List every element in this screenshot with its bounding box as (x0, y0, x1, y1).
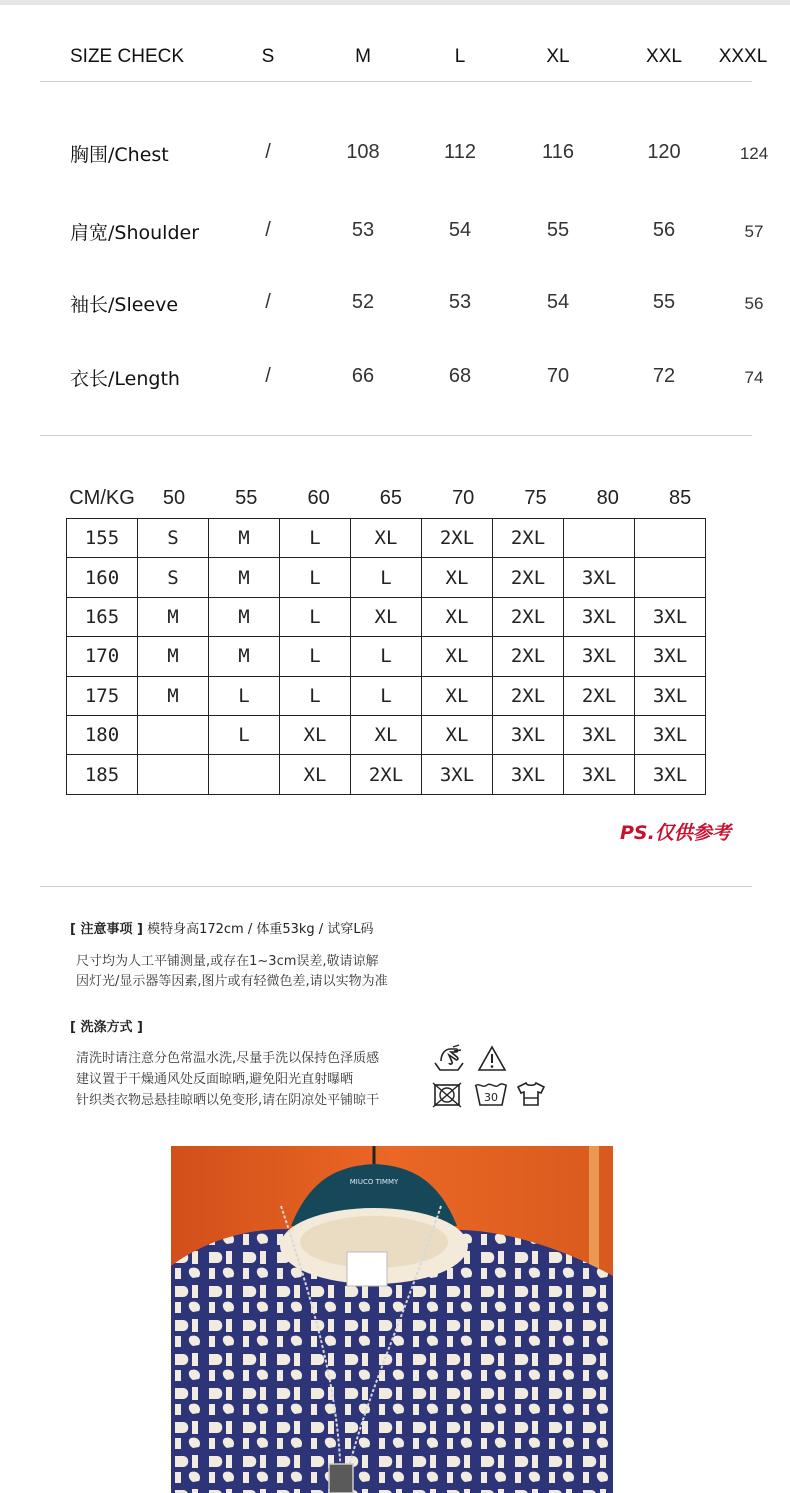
size-cell: S (138, 519, 209, 558)
measure-value: / (265, 365, 271, 387)
product-photo (171, 1146, 613, 1493)
size-cell (635, 519, 706, 558)
size-cell: 2XL (493, 558, 564, 597)
warning-icon (477, 1045, 507, 1072)
size-cell: XL (422, 597, 493, 636)
measure-label: 胸围/Chest (70, 144, 169, 166)
size-cell: 3XL (564, 597, 635, 636)
size-cell: XL (351, 597, 422, 636)
divider (40, 886, 752, 887)
measure-value: 53 (351, 219, 375, 241)
size-cell: XL (422, 715, 493, 754)
size-cell: 3XL (564, 715, 635, 754)
size-header-l: L (454, 46, 466, 67)
size-check-title: SIZE CHECK (70, 46, 185, 67)
measure-value: 124 (739, 144, 769, 163)
notes-heading-line (70, 918, 374, 937)
care-line: 清洗时请注意分色常温水洗,尽量手洗以保持色泽质感 (76, 1051, 380, 1066)
measure-label: 衣长/Length (70, 368, 180, 390)
measure-label: 袖长/Sleeve (70, 294, 179, 316)
measure-value: 116 (542, 141, 574, 163)
no-tumble-dry-icon (432, 1082, 462, 1108)
measure-value: 112 (444, 141, 476, 163)
measure-value: 54 (546, 291, 570, 313)
size-cell: L (209, 715, 280, 754)
size-cell: 3XL (493, 755, 564, 794)
measure-value: 108 (346, 141, 380, 163)
dry-flat-icon (515, 1080, 547, 1108)
measure-label: 肩宽/Shoulder (70, 222, 200, 244)
height-cell: 155 (67, 519, 138, 558)
size-cell: 2XL (564, 676, 635, 715)
measure-value: 56 (744, 294, 764, 313)
size-cell: L (351, 558, 422, 597)
size-cell: L (280, 519, 351, 558)
size-cell: L (280, 637, 351, 676)
measure-value: 72 (652, 365, 676, 387)
weight-header: 65 (379, 487, 403, 509)
size-cell: L (351, 637, 422, 676)
measure-value: 66 (351, 365, 375, 387)
size-cell: 3XL (564, 755, 635, 794)
height-cell: 185 (67, 755, 138, 794)
model-info: 模特身高172cm / 体重53kg / 试穿L码 (147, 922, 374, 937)
size-cell: L (280, 558, 351, 597)
size-cell: 2XL (493, 597, 564, 636)
size-cell (138, 755, 209, 794)
weight-header: 85 (668, 487, 692, 509)
size-cell: 2XL (493, 519, 564, 558)
care-heading: [ 洗涤方式 ] (70, 1020, 143, 1035)
size-cell: S (138, 558, 209, 597)
weight-header: 75 (524, 487, 547, 509)
divider (40, 435, 752, 436)
height-cell: 170 (67, 637, 138, 676)
size-header-m: M (355, 46, 371, 67)
table-row (67, 755, 706, 794)
wash-temp-label: 30 (484, 1091, 498, 1104)
size-cell: M (209, 558, 280, 597)
measure-value: 54 (448, 219, 472, 241)
size-cell (138, 715, 209, 754)
table-row (67, 676, 706, 715)
care-line: 针织类衣物忌悬挂晾晒以免变形,请在阴凉处平铺晾干 (76, 1093, 380, 1108)
size-cell (564, 519, 635, 558)
measure-value: 70 (546, 365, 570, 387)
size-cell: M (209, 637, 280, 676)
measure-value: 56 (652, 219, 676, 241)
size-cell: 3XL (564, 637, 635, 676)
size-cell: M (138, 637, 209, 676)
height-cell: 160 (67, 558, 138, 597)
weight-header: 80 (596, 487, 619, 509)
size-cell: XL (422, 676, 493, 715)
size-cell: XL (351, 519, 422, 558)
size-cell: 3XL (635, 637, 706, 676)
size-cell: 3XL (635, 676, 706, 715)
size-cell: XL (280, 755, 351, 794)
hanger-brand: MIUCO TIMMY (349, 1178, 399, 1186)
measure-value: / (265, 219, 271, 241)
size-cell: XL (422, 558, 493, 597)
size-cell (209, 755, 280, 794)
size-header-xl: XL (546, 46, 570, 67)
size-cell: L (280, 676, 351, 715)
size-cell: 3XL (635, 715, 706, 754)
size-cell: 3XL (422, 755, 493, 794)
divider (40, 81, 752, 82)
size-cell: 3XL (564, 558, 635, 597)
table-row (67, 558, 706, 597)
fit-table (66, 518, 706, 795)
care-heading-line (70, 1016, 143, 1035)
measure-value: / (265, 291, 271, 313)
size-header-s: S (261, 46, 275, 67)
size-cell: 3XL (493, 715, 564, 754)
size-cell: M (209, 519, 280, 558)
size-cell: L (209, 676, 280, 715)
weight-header: 55 (235, 487, 258, 509)
top-strip (0, 0, 790, 5)
measure-value: 68 (448, 365, 472, 387)
size-cell: 2XL (493, 637, 564, 676)
measure-value: 120 (647, 141, 681, 163)
size-cell: XL (280, 715, 351, 754)
size-cell: XL (422, 637, 493, 676)
measure-value: 53 (448, 291, 472, 313)
weight-header: 70 (452, 487, 475, 509)
table-row (67, 519, 706, 558)
measure-value: 74 (744, 368, 764, 387)
care-line: 建议置于干燥通风处反面晾晒,避免阳光直射曝晒 (76, 1072, 354, 1087)
size-header-xxl: XXL (646, 46, 682, 67)
height-cell: 165 (67, 597, 138, 636)
table-row (67, 637, 706, 676)
fit-table-corner: CM/KG (69, 487, 135, 509)
size-cell: 3XL (635, 755, 706, 794)
size-cell: 2XL (351, 755, 422, 794)
wash-30-icon (473, 1080, 509, 1108)
height-cell: 175 (67, 676, 138, 715)
measure-value: 57 (744, 222, 764, 241)
weight-header: 60 (307, 487, 330, 509)
size-cell: 3XL (635, 597, 706, 636)
size-cell: 2XL (493, 676, 564, 715)
table-row (67, 715, 706, 754)
note-line: 尺寸均为人工平铺测量,或存在1~3cm误差,敬请谅解 (76, 954, 379, 969)
reference-note: PS.仅供参考 (620, 822, 731, 844)
size-cell: XL (351, 715, 422, 754)
measure-value: 55 (546, 219, 570, 241)
weight-header: 50 (162, 487, 186, 509)
measure-value: 52 (351, 291, 375, 313)
size-cell: M (138, 597, 209, 636)
table-row (67, 597, 706, 636)
size-cell: 2XL (422, 519, 493, 558)
measure-value: 55 (652, 291, 676, 313)
size-cell: M (138, 676, 209, 715)
sweater-illustration (171, 1146, 613, 1493)
size-header-xxxl: XXXL (718, 46, 768, 67)
note-line: 因灯光/显示器等因素,图片或有轻微色差,请以实物为准 (76, 974, 388, 989)
size-cell (635, 558, 706, 597)
hand-wash-icon (432, 1043, 466, 1073)
size-cell: M (209, 597, 280, 636)
notes-heading: [ 注意事项 ] (70, 922, 143, 937)
measure-value: / (265, 141, 271, 163)
size-cell: L (351, 676, 422, 715)
size-cell: L (280, 597, 351, 636)
height-cell: 180 (67, 715, 138, 754)
